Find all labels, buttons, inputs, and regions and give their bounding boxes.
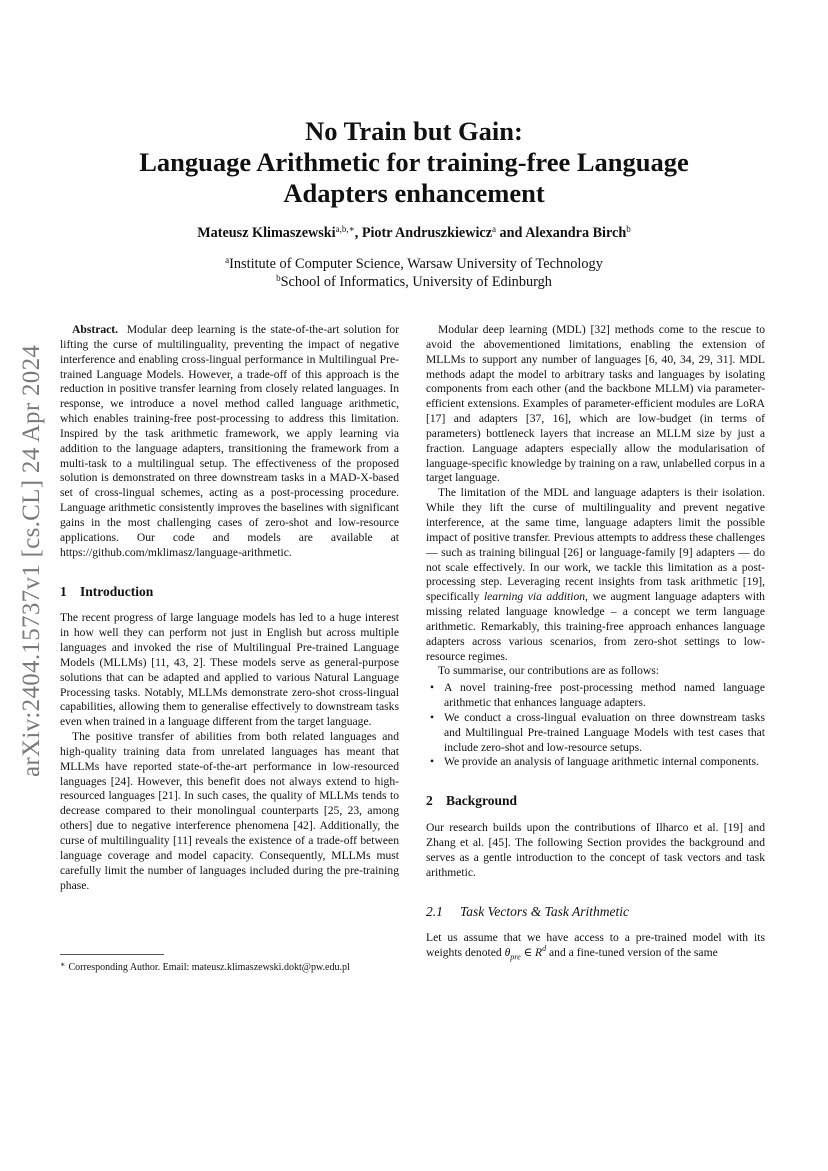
author-list: [60, 225, 768, 242]
text-run: and a fine-tuned version of the same: [546, 946, 718, 960]
author-name: Alexandra Birch: [525, 225, 627, 241]
author-separator: ,: [354, 225, 362, 241]
section-title: Background: [446, 793, 518, 809]
left-column: [60, 323, 399, 893]
affiliation-text: Institute of Computer Science, Warsaw University of Technology: [229, 256, 603, 272]
math-subscript: pre: [510, 952, 521, 962]
right-column: [426, 323, 765, 965]
abstract-text: Modular deep learning is the state-of-the-art solution for lifting the curse of multilinguality, preventing the impact of negative interference and enabling cross-lingual performance in Multilingual Pre-trained Language Models. However, a trade-off of this approach is the reduction in positive transfer learning from closely related languages. In response, we introduce a novel method called language arithmetic, which enables training-free post-processing to address this limitation. Inspired by the task arithmetic framework, we apply learning via addition to the language adapters, transitioning the framework from a multi-task to a multilingual setup. The effectiveness of the proposed solution is demonstrated on three downstream tasks in a MAD-X-based set of cross-lingual schemes, acting as a post-processing procedure. Language arithmetic consistently improves the baselines with significant gains in the most challenging cases of zero-shot and low-resource applications. Our code and models are available at https://github.com/mklimasz/language-arithmetic.: [60, 323, 399, 559]
footnote-rule: [60, 954, 164, 955]
emphasis: learning via addition: [483, 590, 586, 604]
affiliation-mark: b: [276, 272, 281, 283]
section-number: 1: [60, 583, 67, 599]
author-separator: and: [496, 225, 526, 241]
paragraph: Our research builds upon the contributions of Ilharco et al. [19] and Zhang et al. [45]. The following Section provides the background and serves as a gentle introduction to the concept of task vectors and task arithmetic.: [426, 821, 765, 879]
author-marks: a: [492, 224, 496, 234]
section-heading-introduction: [60, 585, 399, 600]
subsection-heading-task-vectors: [426, 905, 765, 920]
paragraph: To summarise, our contributions are as follows:: [438, 664, 660, 678]
footnote-mark: ∗: [60, 960, 66, 969]
math-symbol: R: [535, 946, 543, 960]
section-number: 2: [426, 793, 433, 809]
footnote-text: Corresponding Author. Email: mateusz.klimaszewski.dokt@pw.edu.pl: [68, 962, 350, 973]
affiliation: [60, 274, 768, 292]
affiliation-text: School of Informatics, University of Edinburgh: [280, 273, 552, 290]
math-superscript: d: [542, 944, 547, 954]
paragraph: [426, 486, 765, 664]
paragraph: The recent progress of large language models has led to a huge interest in how well they can perform not just in English but across multiple languages and invoked the rise of Multilingual Pre-trained Language Models (MLLMs) [11, 43, 2]. These models serve as general-purpose solutions that can be adapted and applied to various Natural Language Processing tasks. Notably, MLLMs demonstrate zero-shot cross-lingual capabilities, allowing them to generalise effectively to downstream tasks even when trained in a language different from the target language.: [60, 611, 399, 729]
abstract-label: Abstract.: [72, 323, 119, 336]
subsection-title: Task Vectors & Task Arithmetic: [460, 903, 630, 919]
math-theta-pre: [504, 946, 521, 962]
contribution-list: [426, 681, 765, 770]
paragraph: The positive transfer of abilities from both related languages and high-quality training data from unrelated languages has meant that MLLMs have reported state-of-the-art performance in low-resourced languages [24]. However, this benefit does not always extend to high-resourced languages [21]. In such cases, the quality of MLLMs tends to decrease compared to their monolingual counterparts [25, 23, among others] due to negative interference phenomena [42]. Additionally, the curse of multilinguality [11] reveals the existence of a trade-off between language coverage and model capacity. Consequently, MLLMs must carefully limit the number of languages included during the pre-training phase.: [60, 730, 399, 892]
subsection-number: 2.1: [426, 903, 443, 919]
title-line: Adapters enhancement: [283, 178, 545, 208]
list-item: • We provide an analysis of language arithmetic internal components.: [444, 755, 765, 770]
affiliation-mark: a: [225, 255, 230, 265]
text-run: Let us assume that we have access to a pre-trained model with its weights denoted: [426, 931, 765, 960]
affiliations: [60, 256, 768, 291]
math-real-space: [535, 946, 546, 959]
math-operator: ∈: [520, 946, 536, 960]
text-run: The limitation of the MDL and language adapters is their isolation. While they lift the curse of multilinguality and prevent negative interference, at the same time, language adapters limit the possible impact of positive transfer. Previous attempts to address these challenges — such as training bilingual [26] or language-family [9] adapters — do not scale effectively. In our work, we tackle this limitation as a post-processing step. Leveraging recent insights from task arithmetic [19], specifically: [426, 486, 765, 604]
paragraph: Modular deep learning (MDL) [32] methods come to the rescue to avoid the abovementioned limitations, enabling the extension of MLLMs to support any number of languages [6, 40, 34, 29, 31]. MDL methods adapt the model to arbitrary tasks and languages by isolating components from each other (and the backbone MLLM) via parameter-efficient extensions. Examples of parameter-efficient modules are LoRA [17] and adapters [37, 16], which are low-budget (in terms of parameters) bottleneck layers that increase an MLLM size by just a fraction. Language adapters especially allow the modularisation of language-specific knowledge by training on a raw, unlabelled corpus in a target language.: [426, 323, 765, 485]
paragraph: [426, 931, 765, 965]
footnote: [60, 958, 405, 974]
author-marks: b: [626, 224, 631, 234]
section-heading-background: [426, 794, 765, 809]
list-item: • A novel training-free post-processing method named language arithmetic that enhances language adapters.: [444, 681, 765, 711]
math-symbol: θ: [504, 946, 511, 960]
title-line: Language Arithmetic for training-free Language: [139, 147, 689, 177]
abstract: [60, 323, 399, 561]
paper-title: [60, 116, 768, 209]
section-title: Introduction: [80, 583, 154, 599]
arxiv-stamp: arXiv:2404.15737v1 [cs.CL] 24 Apr 2024: [18, 344, 45, 777]
author-name: Piotr Andruszkiewicz: [361, 225, 492, 241]
text-run: , we augment language adapters with missing related language knowledge – a concept we term language arithmetic. Remarkably, this training-free approach enhances language adapters across various scenarios, from zero-shot settings to low-resource regimes.: [426, 590, 765, 663]
author-name: Mateusz Klimaszewski: [197, 225, 336, 241]
title-line: No Train but Gain:: [305, 116, 523, 146]
author-marks: a,b,∗: [335, 224, 355, 234]
list-item: • We conduct a cross-lingual evaluation on three downstream tasks and Multilingual Pre-trained Language Models with test cases that include zero-shot and low-resource setups.: [444, 711, 765, 756]
affiliation: [60, 256, 768, 274]
